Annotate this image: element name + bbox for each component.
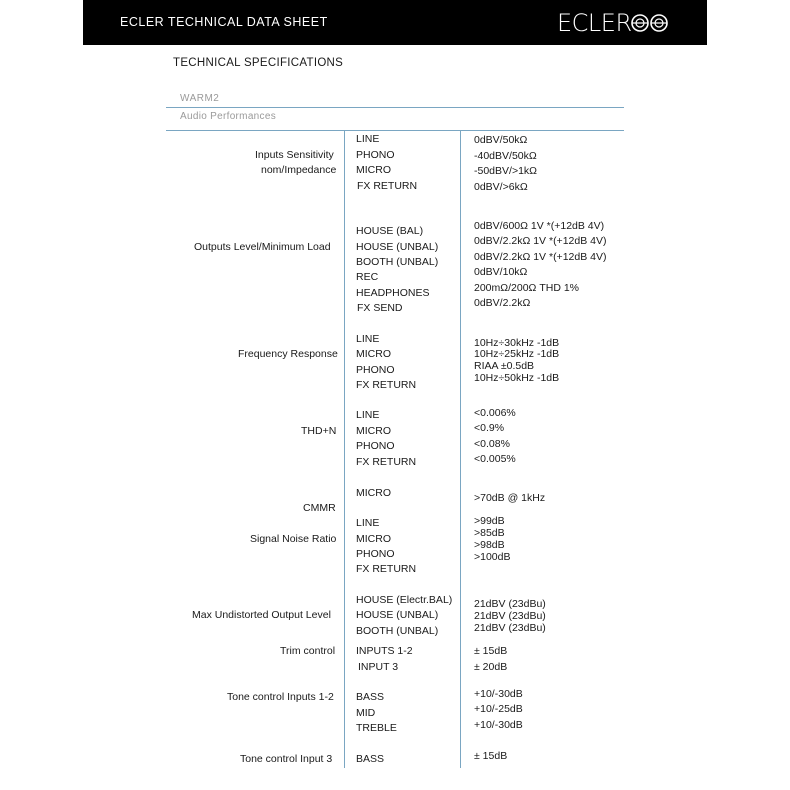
spec-label: Trim control (280, 645, 336, 657)
spec-label: Signal Noise Ratio (250, 533, 337, 545)
column-divider-left (344, 131, 345, 768)
spec-value: 0dBV/>6kΩ (474, 181, 528, 193)
spec-condition: LINE (356, 409, 380, 421)
spec-condition: HOUSE (BAL) (356, 225, 424, 237)
spec-label: THD+N (301, 425, 337, 437)
spec-condition: FX SEND (357, 302, 403, 314)
document-title: TECHNICAL SPECIFICATIONS (173, 57, 344, 69)
spec-value: 0dBV/2.2kΩ 1V *(+12dB 4V) (474, 235, 607, 247)
spec-label: Inputs Sensitivity (255, 149, 334, 161)
spec-condition: PHONO (356, 364, 395, 376)
ecler-logo: ECLER (557, 9, 632, 37)
spec-condition: LINE (356, 333, 380, 345)
spec-value: +10/-30dB (474, 688, 523, 700)
spec-condition: TREBLE (356, 722, 397, 734)
spec-condition: FX RETURN (356, 379, 417, 391)
spec-value: >70dB @ 1kHz (474, 492, 546, 504)
spec-condition: MICRO (356, 533, 391, 545)
spec-condition: BASS (356, 691, 385, 703)
spec-value: +10/-30dB (474, 719, 523, 731)
spec-value: ± 15dB (474, 645, 508, 657)
spec-label: nom/Impedance (261, 164, 337, 176)
divider-top (166, 107, 624, 108)
spec-condition: FX RETURN (356, 456, 417, 468)
spec-value: 21dBV (23dBu) (474, 610, 546, 622)
spec-value: 10Hz÷30kHz -1dB (474, 337, 560, 349)
spec-condition: LINE (356, 517, 380, 529)
spec-condition: MICRO (356, 487, 391, 499)
spec-label: Outputs Level/Minimum Load (194, 241, 331, 253)
spec-condition: BOOTH (UNBAL) (356, 256, 439, 268)
spec-value: >100dB (474, 551, 511, 563)
spec-value: 0dBV/600Ω 1V *(+12dB 4V) (474, 220, 605, 232)
spec-condition: INPUT 3 (358, 661, 399, 673)
spec-value: ± 15dB (474, 750, 508, 762)
spec-condition: HOUSE (Electr.BAL) (356, 594, 453, 606)
spec-value: 0dBV/10kΩ (474, 266, 528, 278)
spec-condition: MICRO (356, 164, 391, 176)
spec-value: <0.005% (474, 453, 516, 465)
spec-value: -50dBV/>1kΩ (474, 165, 538, 177)
product-name: WARM2 (180, 93, 220, 104)
spec-label: Tone control Inputs 1-2 (227, 691, 334, 703)
spec-condition: HOUSE (UNBAL) (356, 609, 439, 621)
spec-value: 10Hz÷25kHz -1dB (474, 348, 560, 360)
header-title: ECLER TECHNICAL DATA SHEET (120, 15, 328, 29)
spec-label: Max Undistorted Output Level (192, 609, 331, 621)
spec-label: Frequency Response (238, 348, 338, 360)
spec-condition: HEADPHONES (356, 287, 430, 299)
spec-value: 10Hz÷50kHz -1dB (474, 372, 560, 384)
spec-condition: MICRO (356, 425, 391, 437)
spec-value: >85dB (474, 527, 505, 539)
spec-condition: INPUTS 1-2 (356, 645, 413, 657)
spec-condition: MICRO (356, 348, 391, 360)
spec-label: CMMR (303, 502, 336, 514)
spec-value: 21dBV (23dBu) (474, 622, 546, 634)
spec-condition: FX RETURN (356, 563, 417, 575)
divider-section (166, 130, 624, 131)
spec-value: >98dB (474, 539, 505, 551)
spec-label: Tone control Input 3 (240, 753, 333, 765)
spec-condition: LINE (356, 133, 380, 145)
spec-value: 21dBV (23dBu) (474, 598, 546, 610)
spec-value: 0dBV/2.2kΩ 1V *(+12dB 4V) (474, 251, 607, 263)
column-divider-right (460, 131, 461, 768)
spec-condition: PHONO (356, 440, 395, 452)
spec-condition: MID (356, 707, 376, 719)
spec-value: <0.08% (474, 438, 510, 450)
spec-value: 200mΩ/200Ω THD 1% (474, 282, 579, 294)
spec-value: <0.006% (474, 407, 516, 419)
spec-value: 0dBV/2.2kΩ (474, 297, 531, 309)
spec-value: <0.9% (474, 422, 505, 434)
spec-condition: BASS (356, 753, 385, 765)
spec-condition: HOUSE (UNBAL) (356, 241, 439, 253)
section-title: Audio Performances (180, 111, 277, 122)
spec-condition: PHONO (356, 548, 395, 560)
spec-condition: REC (356, 271, 379, 283)
spec-condition: FX RETURN (357, 180, 418, 192)
spec-condition: PHONO (356, 149, 395, 161)
spec-value: >99dB (474, 515, 505, 527)
spec-value: +10/-25dB (474, 703, 523, 715)
spec-value: 0dBV/50kΩ (474, 134, 528, 146)
spec-value: ± 20dB (474, 661, 508, 673)
spec-condition: BOOTH (UNBAL) (356, 625, 439, 637)
ecler-logo-icon (631, 13, 671, 33)
spec-value: RIAA ±0.5dB (474, 360, 535, 372)
page-header (83, 0, 707, 45)
spec-value: -40dBV/50kΩ (474, 150, 537, 162)
